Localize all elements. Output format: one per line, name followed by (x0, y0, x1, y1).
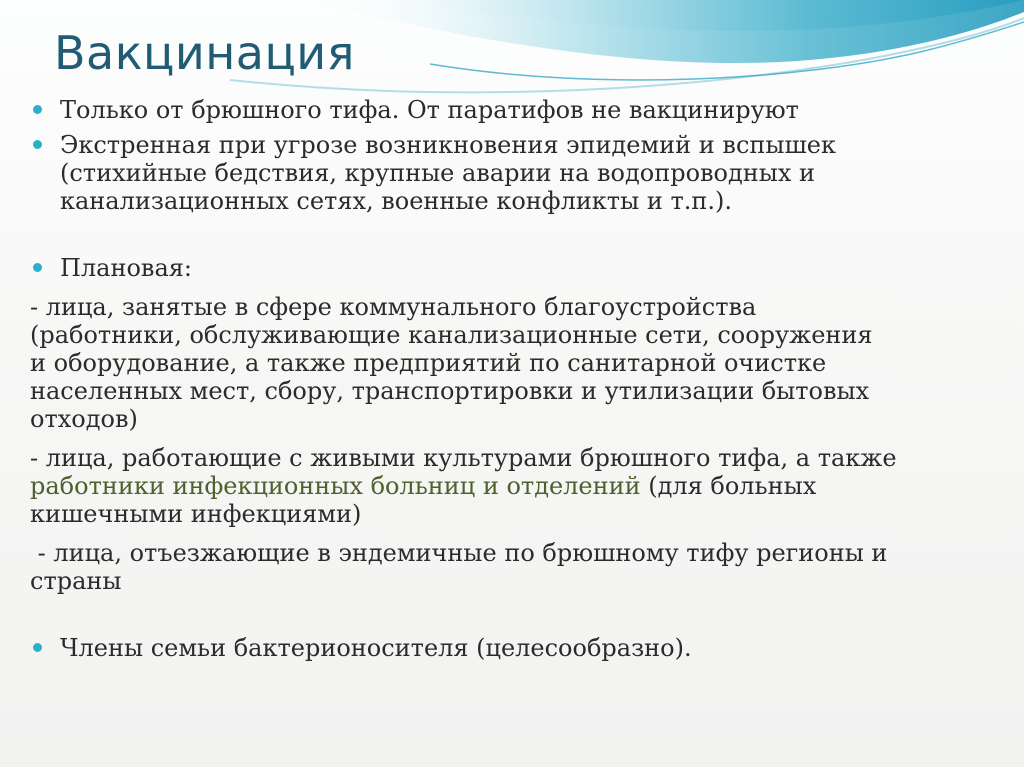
paragraph-line: - лица, отъезжающие в эндемичные по брюшному тифу регионы и (30, 539, 888, 567)
paragraph-line: (работники, обслуживающие канализационные сети, сооружения (30, 321, 873, 349)
highlighted-text: работники инфекционных больниц и отделений (30, 472, 641, 500)
paragraph-line (30, 472, 1005, 500)
paragraph-line: и оборудование, а также предприятий по санитарной очистке (30, 349, 827, 377)
bullet-text: Экстренная при угрозе возникновения эпидемий и вспышек (60, 131, 836, 159)
paragraph-line: кишечными инфекциями) (30, 500, 362, 528)
paragraph (30, 444, 1005, 528)
paragraph-line: - лица, работающие с живыми культурами брюшного тифа, а также (30, 444, 897, 472)
paragraph (30, 539, 1005, 595)
paragraph-line: - лица, занятые в сфере коммунального благоустройства (30, 293, 757, 321)
bullet-item (30, 634, 1005, 662)
bullet-item (30, 96, 1005, 124)
bullet-text: Члены семьи бактерионосителя (целесообразно). (60, 634, 692, 662)
paragraph-text: (для больных (640, 472, 817, 500)
bullet-text: Плановая: (60, 254, 192, 282)
slide-title: Вакцинация (54, 26, 355, 80)
bullet-text: (стихийные бедствия, крупные аварии на водопроводных и (60, 159, 816, 187)
bullet-text: Только от брюшного тифа. От паратифов не вакцинируют (60, 96, 799, 124)
paragraph-line: страны (30, 567, 122, 595)
bullet-text: канализационных сетях, военные конфликты и т.п.). (60, 187, 732, 215)
slide-body (30, 96, 1005, 662)
bullet-item (30, 131, 1005, 215)
paragraph-line: населенных мест, сбору, транспортировки и утилизации бытовых (30, 377, 870, 405)
bullet-item (30, 254, 1005, 282)
paragraph-line: отходов) (30, 405, 138, 433)
paragraph (30, 293, 1005, 433)
